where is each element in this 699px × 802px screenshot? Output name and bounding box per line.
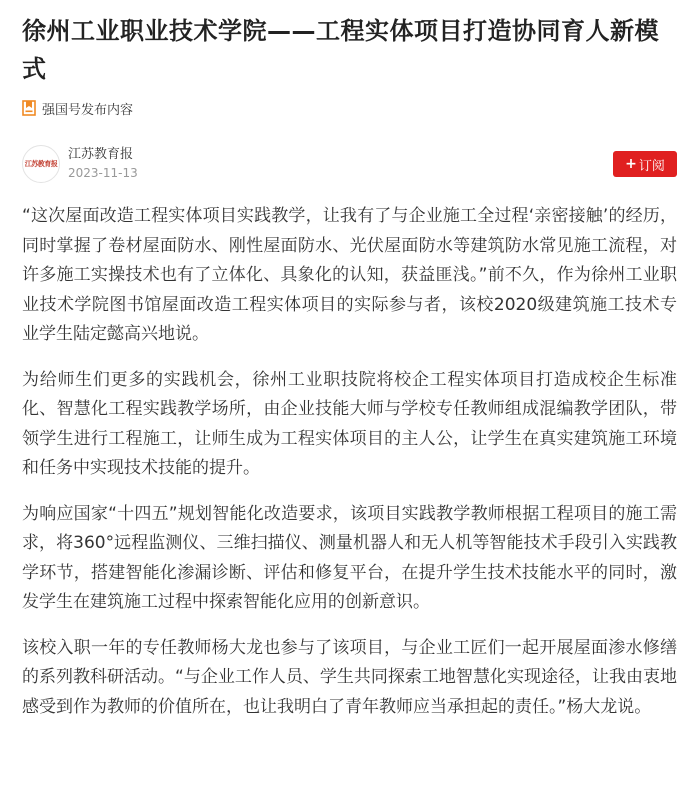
author-avatar[interactable] [22,145,60,183]
author-row [22,144,677,184]
avatar-logo-text: 江苏教育报 [24,160,58,168]
paragraph: 为响应国家“十四五”规划智能化改造要求，该项目实践教学教师根据工程项目的施工需求，将360°远程监测仪、三维扫描仪、测量机器人和无人机等智能技术手段引入实践教学环节，搭建智能化渗漏诊断、评估和修复平台，在提升学生技术技能水平的同时，激发学生在建筑施工过程中探索智能化应用的创新意识。 [22,503,677,612]
subscribe-label: 订阅 [638,158,665,174]
paragraph: 为给师生们更多的实践机会，徐州工业职技院将校企工程实体项目打造成校企生标准化、智慧化工程实践教学场所，由企业技能大师与学校专任教师组成混编教学团队，带领学生进行工程施工，让师生成为工程实体项目的主人公，让学生在真实建筑施工环境和任务中实现技术技能的提升。 [22,369,677,478]
publish-date: 2023-11-13 [68,166,138,180]
author-meta [68,146,138,182]
article-body [22,202,677,722]
subscribe-button[interactable] [613,151,677,177]
article-title: 徐州工业职业技术学院——工程实体项目打造协同育人新模式 [22,17,659,83]
author-info[interactable] [22,145,138,183]
author-name[interactable]: 江苏教育报 [68,147,134,162]
bookmark-badge-icon [22,100,36,116]
source-label: 强国号发布内容 [42,102,134,118]
paragraph: “这次屋面改造工程实体项目实践教学，让我有了与企业施工全过程‘亲密接触’的经历，同时掌握了卷材屋面防水、刚性屋面防水、光伏屋面防水等建筑防水常见施工流程，对许多施工实操技术也有了立体化、具象化的认知，获益匪浅。”前不久，作为徐州工业职业技术学院图书馆屋面改造工程实体项目的实际参与者，该校2020级建筑施工技术专业学生陆定懿高兴地说。 [22,206,677,344]
plus-icon: + [625,156,637,172]
paragraph: 该校入职一年的专任教师杨大龙也参与了该项目，与企业工匠们一起开展屋面渗水修缮的系列教科研活动。“与企业工作人员、学生共同探索工地智慧化实现途径，让我由衷地感受到作为教师的价值所在，也让我明白了青年教师应当承担起的责任。”杨大龙说。 [22,637,677,717]
source-row [22,98,677,118]
